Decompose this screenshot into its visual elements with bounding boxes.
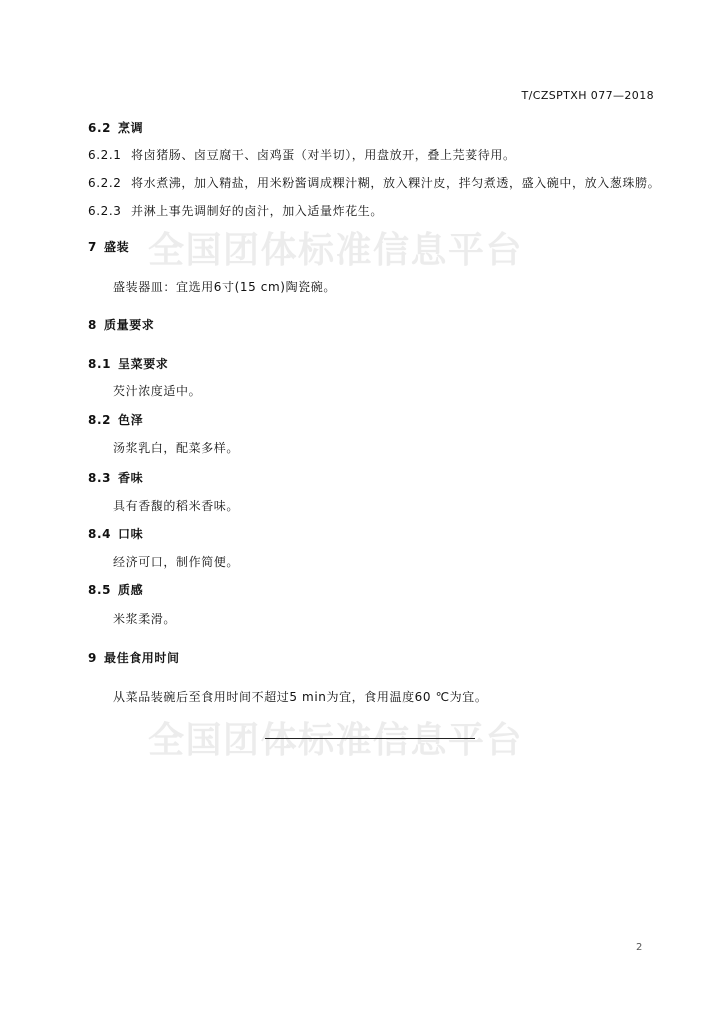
clause-text: 并淋上事先调制好的卤汁，加入适量炸花生。 (131, 204, 384, 218)
clause-body: 从菜品装碗后至食用时间不超过5 min为宜，食用温度60 ℃为宜。 (113, 690, 488, 704)
clause-number: 6.2.3 (88, 204, 122, 218)
clause-title: 烹调 (118, 121, 144, 135)
clause-body: 汤浆乳白，配菜多样。 (113, 441, 240, 455)
clause-body: 具有香馥的稻米香味。 (113, 499, 240, 513)
clause-title: 色泽 (118, 413, 144, 427)
document-code: T/CZSPTXH 077—2018 (521, 89, 654, 102)
section-number: 7 (88, 240, 97, 254)
clause-body: 盛装器皿：宜选用6寸(15 cm)陶瓷碗。 (113, 280, 336, 294)
clause-text: 将水煮沸，加入精盐，用米粉酱调成粿汁糊，放入粿汁皮，拌匀煮透，盛入碗中，放入葱珠朥。 (131, 176, 661, 190)
clause-number: 8.2 (88, 413, 112, 427)
clause-title: 呈菜要求 (118, 357, 169, 371)
clause-number: 6.2 (88, 121, 112, 135)
clause-title: 质感 (118, 583, 144, 597)
page-number: 2 (636, 942, 643, 953)
watermark: 全国团体标准信息平台 (148, 230, 524, 271)
clause-body: 经济可口，制作简便。 (113, 555, 240, 569)
section-title: 最佳食用时间 (104, 651, 180, 665)
clause-number: 8.5 (88, 583, 112, 597)
clause-title: 口味 (118, 527, 144, 541)
watermark: 全国团体标准信息平台 (148, 720, 524, 761)
section-title: 质量要求 (104, 318, 155, 332)
section-title: 盛装 (104, 240, 130, 254)
end-of-document-rule (265, 738, 475, 739)
clause-body: 米浆柔滑。 (113, 612, 177, 626)
section-number: 9 (88, 651, 97, 665)
clause-text: 将卤猪肠、卤豆腐干、卤鸡蛋（对半切），用盘放开，叠上芫荽待用。 (131, 148, 516, 162)
clause-number: 8.4 (88, 527, 112, 541)
section-number: 8 (88, 318, 97, 332)
clause-number: 8.3 (88, 471, 112, 485)
clause-number: 6.2.2 (88, 176, 122, 190)
clause-title: 香味 (118, 471, 144, 485)
clause-number: 6.2.1 (88, 148, 122, 162)
clause-body: 芡汁浓度适中。 (113, 384, 202, 398)
clause-number: 8.1 (88, 357, 112, 371)
